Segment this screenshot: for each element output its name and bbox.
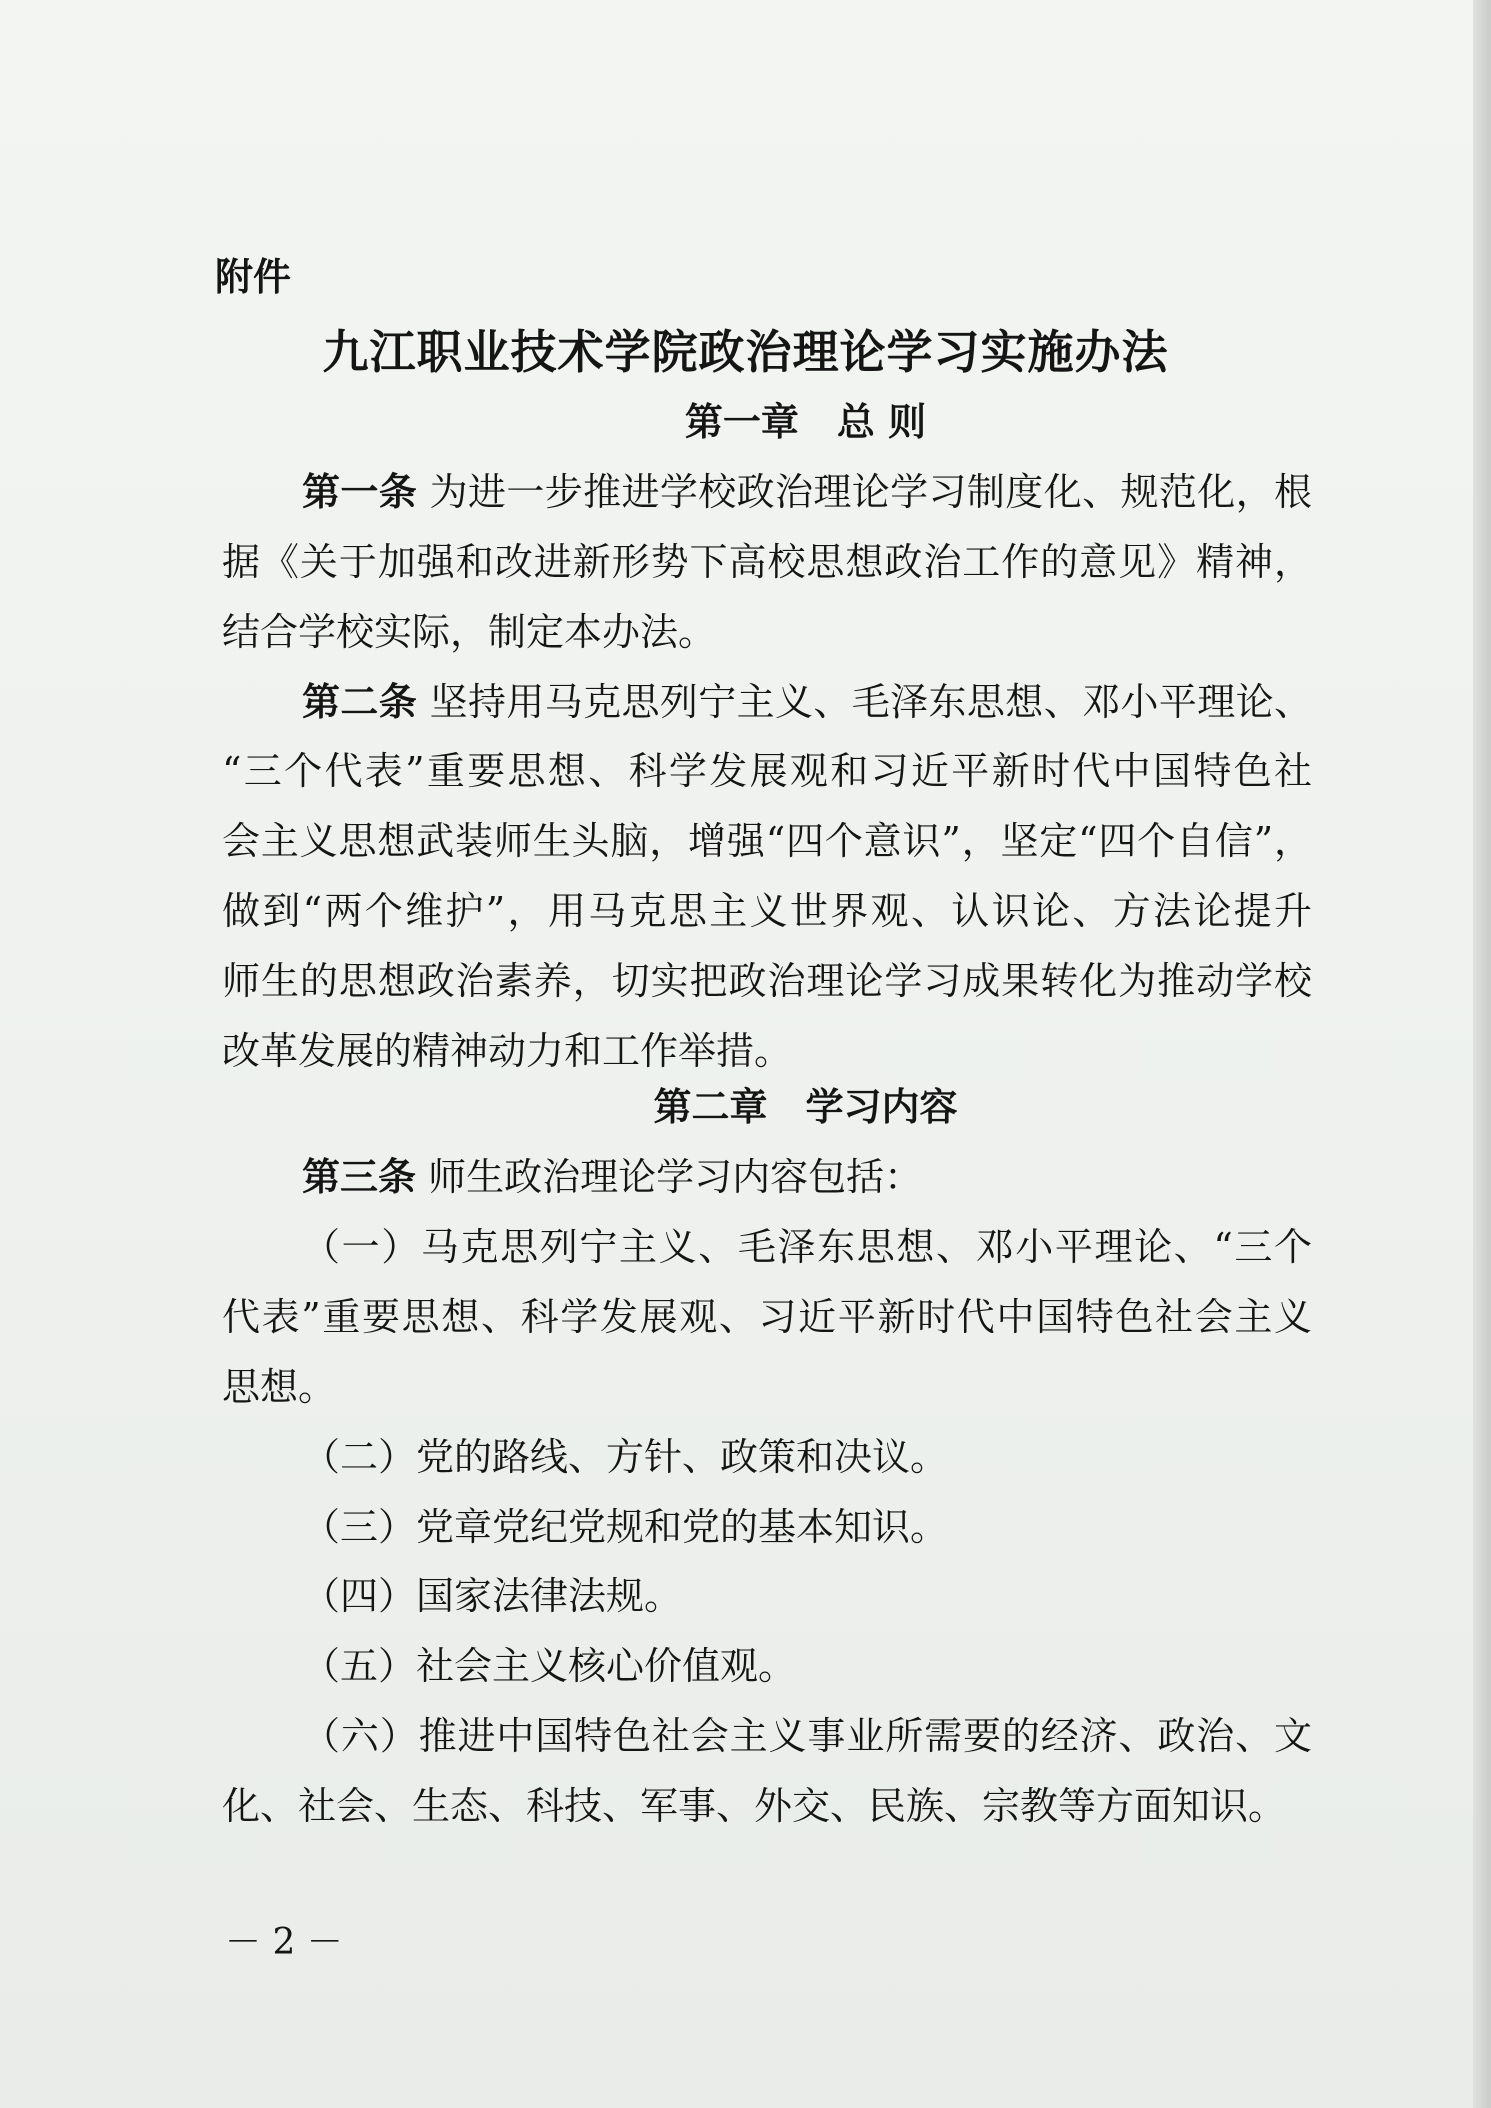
document-title: 九江职业技术学院政治理论学习实施办法 — [322, 325, 1169, 379]
article-3-line-1 — [302, 1152, 1312, 1202]
item-5: （五）社会主义核心价值观。 — [302, 1644, 797, 1688]
article-2-line-6: 改革发展的精神动力和工作举措。 — [222, 1029, 793, 1073]
article-2-number: 第二条 — [302, 680, 418, 724]
attachment-label: 附件 — [215, 255, 292, 299]
item-4: （四）国家法律法规。 — [302, 1574, 683, 1618]
article-1-line-2: 据《关于加强和改进新形势下高校思想政治工作的意见》精神， — [222, 540, 1312, 584]
article-3-number: 第三条 — [302, 1155, 417, 1199]
chapter-2-heading: 第二章 学习内容 — [653, 1085, 958, 1129]
article-1-number: 第一条 — [302, 470, 418, 514]
page-number: － 2 － — [225, 1922, 343, 1963]
item-6-line-1: （六）推进中国特色社会主义事业所需要的经济、政治、文 — [302, 1714, 1312, 1758]
article-2-line-2: “三个代表”重要思想、科学发展观和习近平新时代中国特色社 — [222, 749, 1312, 793]
article-2-line-3: 会主义思想武装师生头脑，增强“四个意识”，坚定“四个自信”， — [222, 819, 1312, 863]
article-2-text: 坚持用马克思列宁主义、毛泽东思想、邓小平理论、 — [429, 680, 1312, 724]
item-1-line-1: （一）马克思列宁主义、毛泽东思想、邓小平理论、“三个 — [302, 1225, 1312, 1269]
article-2-line-1 — [302, 677, 1312, 727]
article-1-line-1 — [302, 467, 1312, 517]
chapter-1-heading: 第一章 总 则 — [684, 400, 927, 444]
item-6-line-2: 化、社会、生态、科技、军事、外交、民族、宗教等方面知识。 — [222, 1784, 1287, 1828]
article-2-line-4: 做到“两个维护”，用马克思主义世界观、认识论、方法论提升 — [222, 889, 1312, 933]
item-3: （三）党章党纪党规和党的基本知识。 — [302, 1505, 949, 1549]
item-1-line-2: 代表”重要思想、科学发展观、习近平新时代中国特色社会主义 — [222, 1295, 1312, 1339]
article-3-intro: 师生政治理论学习内容包括： — [428, 1155, 923, 1199]
article-2-line-5: 师生的思想政治素养，切实把政治理论学习成果转化为推动学校 — [222, 959, 1312, 1003]
article-1-text: 为进一步推进学校政治理论学习制度化、规范化，根 — [429, 470, 1312, 514]
item-1-line-3: 思想。 — [222, 1365, 337, 1409]
item-2: （二）党的路线、方针、政策和决议。 — [302, 1435, 949, 1479]
article-1-line-3: 结合学校实际，制定本办法。 — [222, 610, 717, 654]
